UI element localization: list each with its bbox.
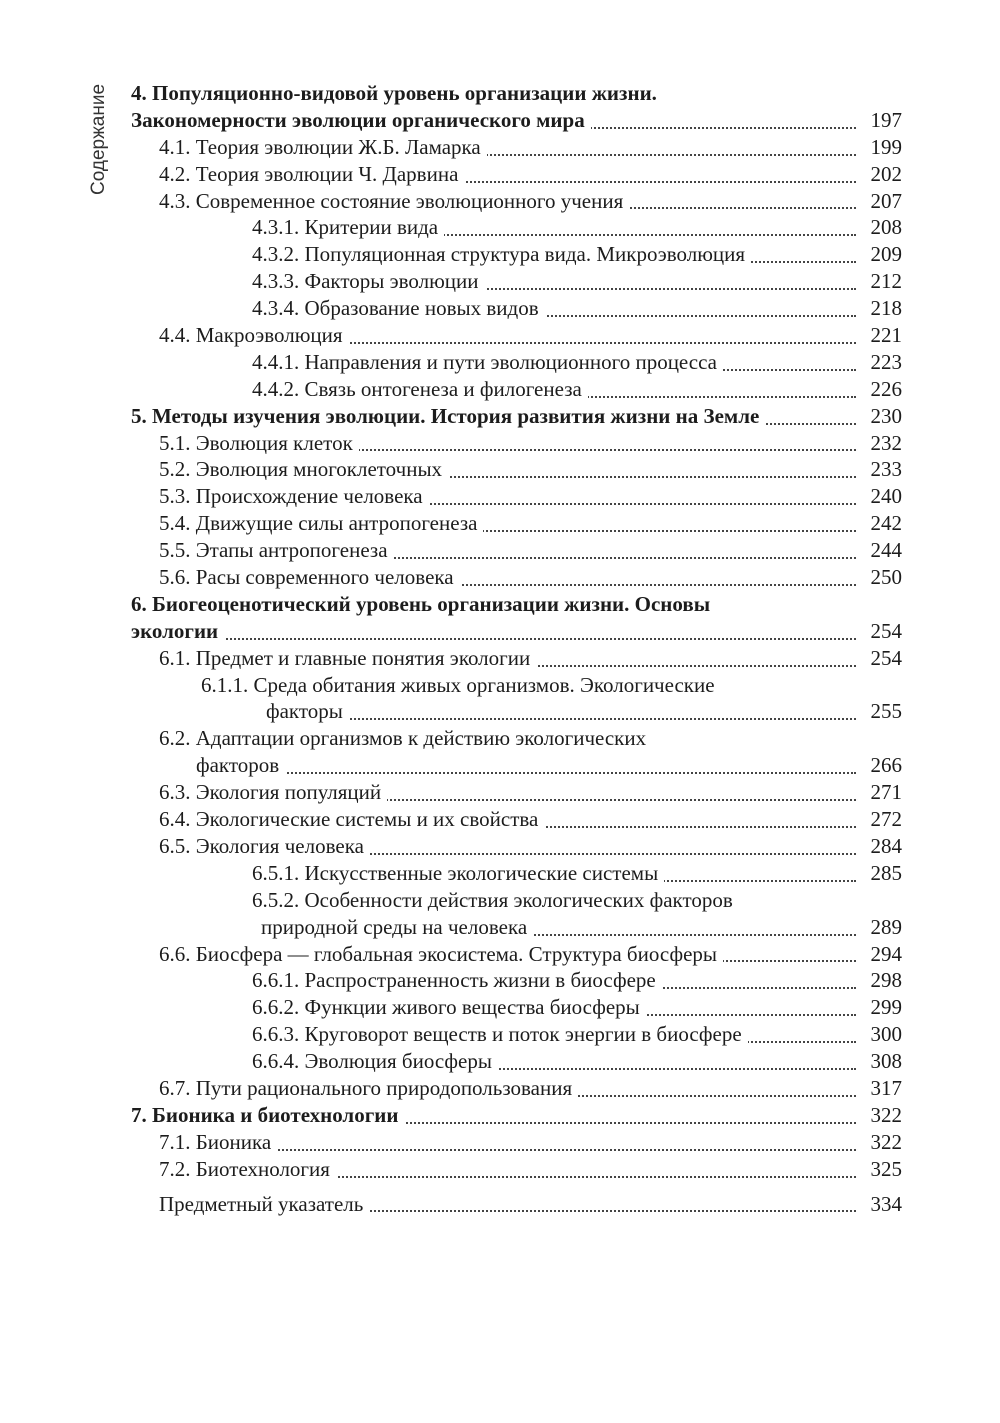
leader-dots [131,638,856,640]
toc-entry-page: 299 [858,994,902,1021]
toc-entry [131,698,902,725]
toc-entry [131,1191,902,1218]
toc-entry-page: 226 [858,376,902,403]
toc-entry-title: 6.6.4. Эволюция биосферы [252,1048,498,1075]
toc-entry-title: 6.7. Пути рационального природопользования [159,1075,578,1102]
toc-entry [131,403,902,430]
toc-entry-title: 7.1. Бионика [159,1129,277,1156]
leader-dots [196,772,856,774]
toc-entry-page: 223 [858,349,902,376]
toc-entry [131,806,902,833]
toc-entry [131,591,902,618]
toc-entry-title: факторы [266,698,349,725]
toc-entry-page: 254 [858,618,902,645]
toc-entry [131,994,902,1021]
toc-entry-page: 197 [858,107,902,134]
toc-entry [131,1021,902,1048]
toc-entry-page: 221 [858,322,902,349]
toc-entry-title: 4.3.3. Факторы эволюции [252,268,485,295]
toc-entry-title: 5.4. Движущие силы антропогенеза [159,510,483,537]
toc-entry-page: 218 [858,295,902,322]
table-of-contents [131,80,902,1217]
toc-entry-page: 285 [858,860,902,887]
toc-entry-title: факторов [196,752,285,779]
toc-entry-page: 317 [858,1075,902,1102]
toc-entry-title: Закономерности эволюции органического мира [131,107,591,134]
toc-entry-title: 4.4.2. Связь онтогенеза и филогенеза [252,376,588,403]
toc-entry [131,322,902,349]
toc-entry-page: 202 [858,161,902,188]
toc-entry [131,134,902,161]
toc-entry-title: 6.2. Адаптации организмов к действию экологических [159,725,652,752]
toc-entry-title: 6.6. Биосфера — глобальная экосистема. Структура биосферы [159,941,723,968]
toc-entry-title: 6.5.1. Искусственные экологические системы [252,860,664,887]
toc-entry-title: 4.4. Макроэволюция [159,322,349,349]
toc-entry-title: 4.1. Теория эволюции Ж.Б. Ламарка [159,134,487,161]
toc-entry-page: 271 [858,779,902,806]
toc-entry-title: 5.1. Эволюция клеток [159,430,359,457]
toc-entry [131,618,902,645]
toc-entry [131,349,902,376]
toc-entry-page: 289 [858,914,902,941]
toc-entry-page: 284 [858,833,902,860]
toc-entry-title: 5.5. Этапы антропогенеза [159,537,394,564]
toc-entry-page: 308 [858,1048,902,1075]
toc-entry-title: 7. Бионика и биотехнологии [131,1102,404,1129]
toc-entry-title: 5.6. Расы современного человека [159,564,460,591]
toc-entry-title: экологии [131,618,224,645]
toc-entry [131,752,902,779]
toc-entry [131,779,902,806]
toc-entry-title: 6.5.2. Особенности действия экологических факторов [252,887,739,914]
toc-entry [131,833,902,860]
toc-entry [131,1129,902,1156]
toc-entry-title: Предметный указатель [159,1191,369,1218]
toc-entry [131,107,902,134]
toc-entry-page: 242 [858,510,902,537]
toc-entry [131,483,902,510]
toc-entry [131,914,902,941]
toc-entry-title: 4.3.1. Критерии вида [252,214,444,241]
toc-entry-page: 207 [858,188,902,215]
toc-entry-title: 4.3.4. Образование новых видов [252,295,545,322]
toc-entry-title: 4.3. Современное состояние эволюционного учения [159,188,629,215]
toc-entry-page: 325 [858,1156,902,1183]
toc-entry-title: 6.1. Предмет и главные понятия экологии [159,645,536,672]
toc-entry-page: 255 [858,698,902,725]
toc-entry-title: природной среды на человека [261,914,533,941]
toc-entry-title: 4. Популяционно-видовой уровень организации жизни. [131,80,663,107]
leader-dots [266,718,856,720]
toc-entry-page: 240 [858,483,902,510]
toc-entry [131,1075,902,1102]
toc-entry [131,887,902,914]
toc-entry [131,214,902,241]
toc-entry [131,941,902,968]
toc-entry-page: 208 [858,214,902,241]
toc-entry [131,510,902,537]
toc-entry [131,80,902,107]
toc-entry-title: 4.3.2. Популяционная структура вида. Микроэволюция [252,241,751,268]
toc-entry-title: 6.6.3. Круговорот веществ и поток энергии в биосфере [252,1021,748,1048]
toc-entry-title: 4.4.1. Направления и пути эволюционного процесса [252,349,723,376]
toc-entry [131,1048,902,1075]
toc-entry [131,967,902,994]
toc-entry-title: 5.2. Эволюция многоклеточных [159,456,448,483]
toc-entry-title: 6.6.1. Распространенность жизни в биосфере [252,967,662,994]
toc-entry-page: 212 [858,268,902,295]
toc-entry-page: 322 [858,1129,902,1156]
toc-entry-page: 209 [858,241,902,268]
toc-entry-page: 294 [858,941,902,968]
toc-entry-title: 5. Методы изучения эволюции. История развития жизни на Земле [131,403,765,430]
toc-entry-title: 4.2. Теория эволюции Ч. Дарвина [159,161,464,188]
toc-entry-title: 6.5. Экология человека [159,833,370,860]
toc-entry [131,241,902,268]
toc-entry [131,725,902,752]
toc-entry [131,1156,902,1183]
toc-entry-page: 199 [858,134,902,161]
toc-entry [131,295,902,322]
toc-entry-title: 6. Биогеоценотический уровень организации жизни. Основы [131,591,716,618]
toc-entry-page: 334 [858,1191,902,1218]
toc-entry-page: 250 [858,564,902,591]
toc-entry-title: 6.4. Экологические системы и их свойства [159,806,544,833]
toc-entry [131,188,902,215]
toc-entry-page: 266 [858,752,902,779]
toc-entry-title: 6.3. Экология популяций [159,779,387,806]
toc-entry [131,537,902,564]
toc-entry-page: 272 [858,806,902,833]
toc-entry-page: 232 [858,430,902,457]
toc-entry-title: 7.2. Биотехнология [159,1156,336,1183]
toc-entry [131,1102,902,1129]
toc-entry-page: 300 [858,1021,902,1048]
toc-entry [131,860,902,887]
toc-entry-title: 5.3. Происхождение человека [159,483,429,510]
toc-entry-title: 6.6.2. Функции живого вещества биосферы [252,994,646,1021]
toc-entry [131,161,902,188]
toc-entry [131,672,902,699]
toc-entry [131,456,902,483]
toc-entry [131,564,902,591]
running-header-side-label: Содержание [88,83,109,195]
toc-entry-page: 298 [858,967,902,994]
toc-entry-page: 254 [858,645,902,672]
toc-entry-page: 230 [858,403,902,430]
toc-entry-page: 322 [858,1102,902,1129]
toc-entry-page: 233 [858,456,902,483]
toc-entry [131,268,902,295]
toc-entry-title: 6.1.1. Среда обитания живых организмов. Экологические [201,672,721,699]
toc-entry [131,645,902,672]
toc-entry [131,430,902,457]
toc-entry [131,376,902,403]
toc-entry-page: 244 [858,537,902,564]
